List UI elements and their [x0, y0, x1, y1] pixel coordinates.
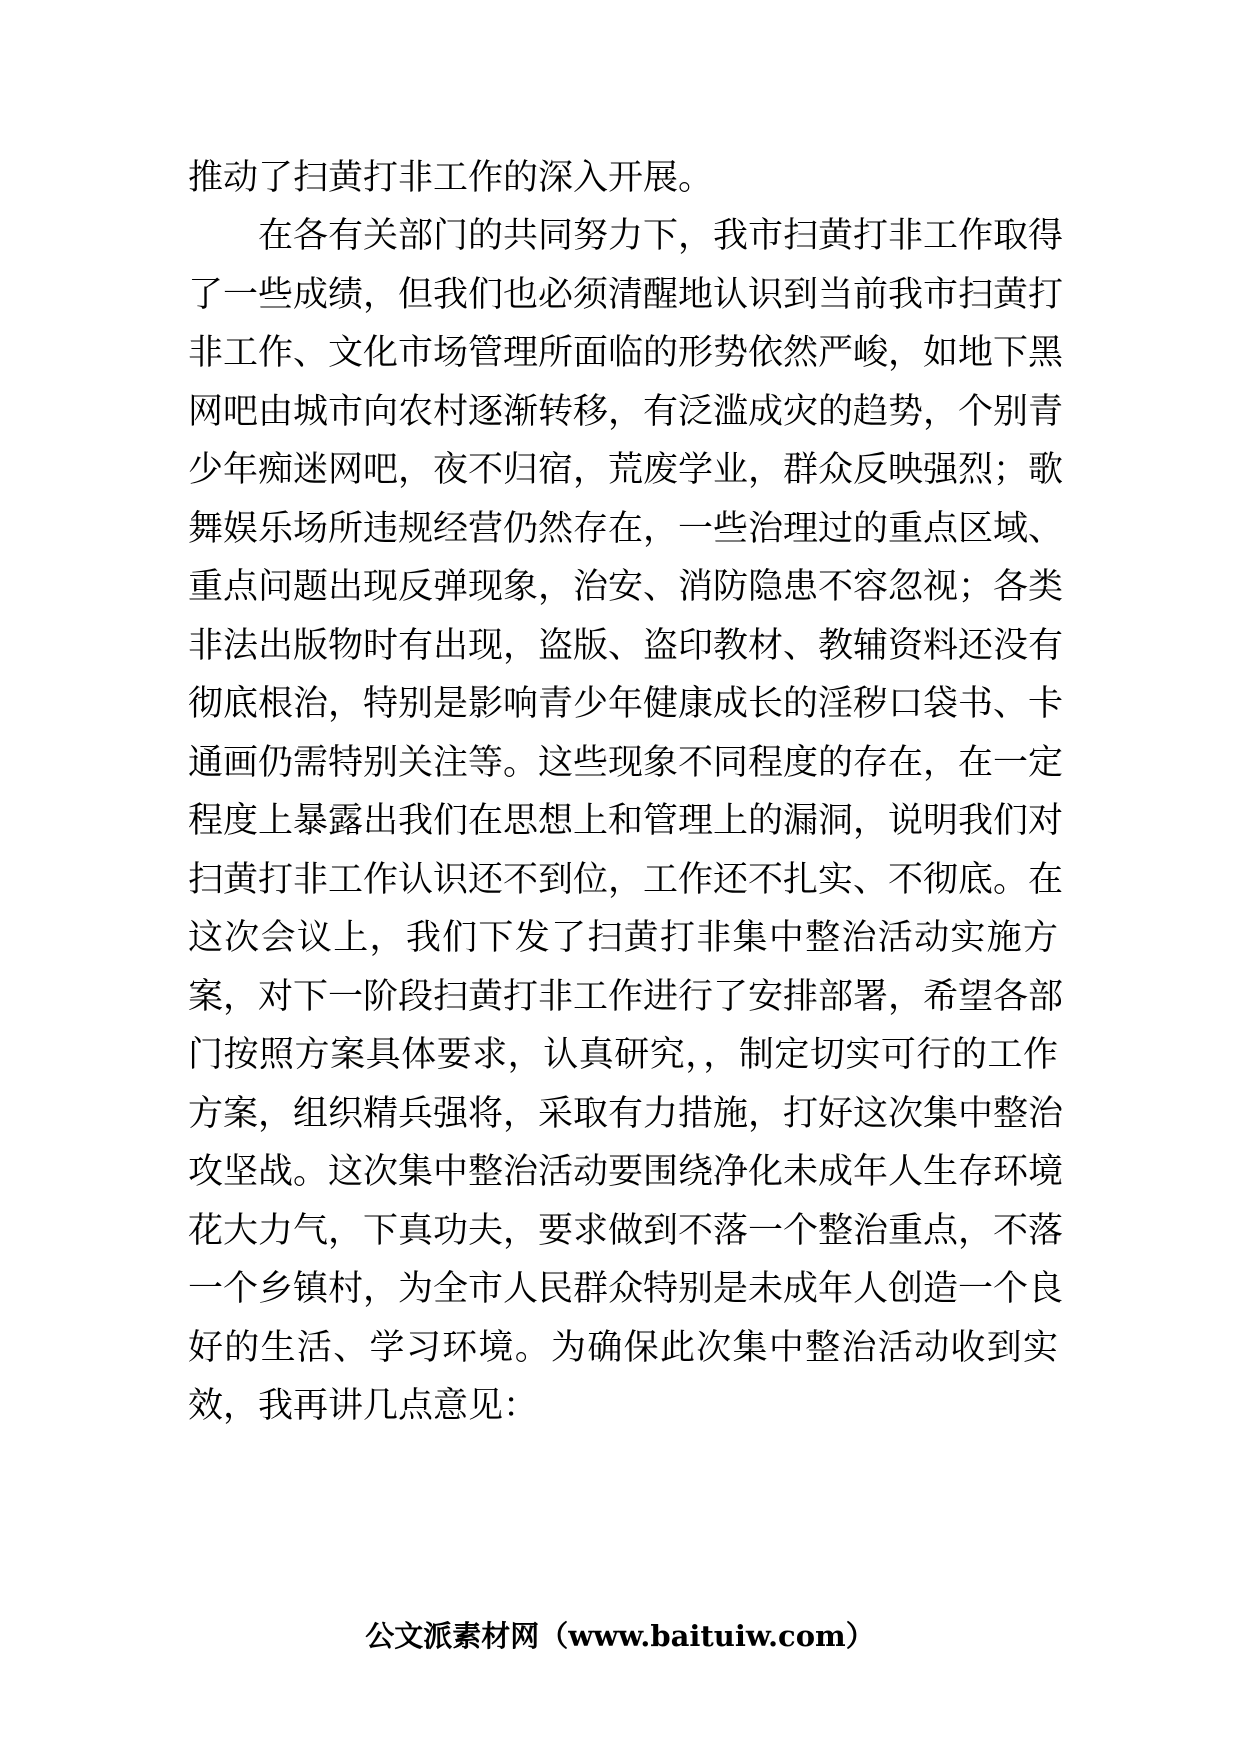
text-line: 扫黄打非工作认识还不到位，工作还不扎实、不彻底。在: [188, 860, 1064, 900]
text-line: 通画仍需特别关注等。这些现象不同程度的存在，在一定: [188, 743, 1064, 783]
text-line: 效，我再讲几点意见：: [188, 1386, 539, 1426]
text-line: 程度上暴露出我们在思想上和管理上的漏洞，说明我们对: [188, 801, 1064, 841]
text-line: 了一些成绩，但我们也必须清醒地认识到当前我市扫黄打: [188, 275, 1064, 315]
text-line: 彻底根治，特别是影响青少年健康成长的淫秽口袋书、卡: [188, 684, 1064, 724]
text-line: 非法出版物时有出现，盗版、盗印教材、教辅资料还没有: [188, 626, 1064, 666]
text-line: 案，对下一阶段扫黄打非工作进行了安排部署，希望各部: [188, 977, 1064, 1017]
text-line: 好的生活、学习环境。为确保此次集中整治活动收到实: [188, 1328, 1058, 1368]
text-line: 花大力气，下真功夫，要求做到不落一个整治重点，不落: [188, 1211, 1064, 1251]
text-line: 这次会议上，我们下发了扫黄打非集中整治活动实施方: [188, 918, 1058, 958]
text-line: 门按照方案具体要求，认真研究，，制定切实可行的工作: [188, 1035, 1058, 1075]
paragraph-first-line: 在各有关部门的共同努力下，我市扫黄打非工作取得: [258, 216, 1064, 256]
text-line: 非工作、文化市场管理所面临的形势依然严峻，如地下黑: [188, 333, 1064, 373]
text-line: 攻坚战。这次集中整治活动要围绕净化未成年人生存环境: [188, 1152, 1064, 1192]
text-line: 舞娱乐场所违规经营仍然存在，一些治理过的重点区域、: [188, 509, 1064, 549]
text-line: 方案，组织精兵强将，采取有力措施，打好这次集中整治: [188, 1094, 1064, 1134]
text-line: 一个乡镇村，为全市人民群众特别是未成年人创造一个良: [188, 1269, 1064, 1309]
text-line: 少年痴迷网吧，夜不归宿，荒废学业，群众反映强烈；歌: [188, 450, 1064, 490]
text-line: 推动了扫黄打非工作的深入开展。: [188, 158, 714, 198]
footer-watermark: 公文派素材网（www.baituiw.com）: [365, 1619, 875, 1653]
text-line: 网吧由城市向农村逐渐转移，有泛滥成灾的趋势，个别青: [188, 392, 1064, 432]
text-line: 重点问题出现反弹现象，治安、消防隐患不容忽视；各类: [188, 567, 1064, 607]
